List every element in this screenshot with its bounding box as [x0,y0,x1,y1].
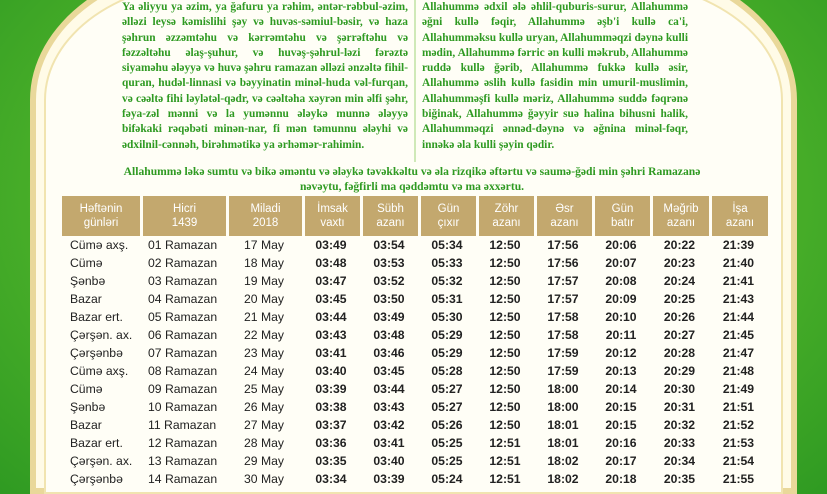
time-cell: 03:49 [315,238,347,252]
time-cell: 20:34 [663,454,696,468]
time-cell: 21:54 [722,454,755,468]
time-cell: 18:01 [547,418,579,432]
time-cell: 20:15 [605,418,637,432]
time-cell: 12:50 [489,364,521,378]
weekday-cell: Cümə [70,256,103,270]
hijri-date-cell: 06 Ramazan [148,328,218,342]
time-cell: 03:54 [373,238,405,252]
prayer-text-right: Allahummə ədxil ələ əhlil-quburis-surur, Allahummə əğni kullə fəqir, Allahummə əşb'i kullə ca'i, Allahumməksu kullə uryan, Allahumməqzi dəynə kulli mədin, Allahummə fərric ən kulli məkrub, Allahummə ruddə kullə ğərib, Allahummə fukkə kullə əsir, Allahummə əslih kullə fasidin min umuril-muslimin, Allahumməşfi kullə məriz, Allahummə suddə fəqrənə biğinak, Allahummə ğəyyir suə halina bihusni halik, Allahumməqzi ənnəd-dəynə və əğnina minəl-fəqr, innəkə əla kulli şəyin qədir. [422,1,688,151]
time-cell: 05:34 [431,238,463,252]
time-cell: 21:51 [722,400,755,414]
column-header [302,196,360,236]
time-cell: 20:35 [663,472,696,486]
column-header-line: Gün [437,203,460,215]
time-cell: 21:41 [722,274,755,288]
time-cell: 03:39 [373,472,405,486]
time-cell: 05:24 [431,472,463,486]
column-header-line: Həftənin [79,203,123,215]
gregorian-date-cell: 22 May [244,328,284,342]
hijri-date-cell: 11 Ramazan [148,418,217,432]
time-cell: 17:58 [547,310,579,324]
time-cell: 03:49 [373,310,405,324]
table-row [62,236,768,254]
time-cell: 12:50 [489,382,521,396]
column-header-line: Əsr [555,203,574,215]
time-cell: 05:27 [431,382,463,396]
gregorian-date-cell: 28 May [244,436,284,450]
time-cell: 20:28 [663,346,696,360]
time-cell: 21:40 [722,256,755,270]
weekday-cell: Çərşənbə [70,472,123,486]
hijri-date-cell: 01 Ramazan [148,238,218,252]
time-cell: 21:45 [722,328,755,342]
table-row [62,434,768,452]
column-header [360,196,418,236]
column-header-line: 1439 [171,217,198,229]
time-cell: 20:30 [663,382,696,396]
time-cell: 21:39 [722,238,755,252]
gregorian-date-cell: 18 May [244,256,284,270]
table-row [62,254,768,272]
time-cell: 21:47 [722,346,755,360]
time-cell: 03:53 [373,256,405,270]
column-header-line: Zöhr [494,203,519,215]
time-cell: 05:30 [431,310,463,324]
time-cell: 03:41 [315,346,347,360]
column-header-line: Hicri [173,203,196,215]
table-row [62,362,768,380]
weekday-cell: Cümə axş. [70,364,129,378]
column-header-line: İşa [732,203,748,215]
time-cell: 20:06 [605,238,637,252]
gregorian-date-cell: 26 May [244,400,284,414]
time-cell: 17:59 [547,346,579,360]
gregorian-date-cell: 24 May [244,364,284,378]
column-header-line: azanı [725,217,755,229]
column-header-line: Miladi [250,203,281,215]
time-cell: 20:22 [663,238,696,252]
gregorian-date-cell: 20 May [244,292,284,306]
time-cell: 03:40 [373,454,405,468]
time-cell: 20:29 [663,364,696,378]
time-cell: 21:49 [722,382,755,396]
time-cell: 20:16 [605,436,637,450]
time-cell: 03:36 [315,436,347,450]
time-cell: 20:14 [605,382,637,396]
column-header-line: azanı [666,217,696,229]
time-cell: 05:28 [431,364,463,378]
weekday-cell: Şənbə [70,400,106,414]
time-cell: 21:48 [722,364,755,378]
time-cell: 20:09 [605,292,637,306]
column-header-line: batır [610,217,634,229]
time-cell: 03:52 [373,274,405,288]
hijri-date-cell: 03 Ramazan [148,274,218,288]
column-header [534,196,592,236]
time-cell: 12:51 [489,436,521,450]
column-header [140,196,226,236]
time-cell: 03:35 [315,454,347,468]
timetable [62,196,768,488]
time-cell: 03:40 [315,364,347,378]
table-row [62,470,768,488]
time-cell: 03:41 [373,436,405,450]
time-cell: 20:11 [605,328,637,342]
time-cell: 21:43 [722,292,755,306]
gregorian-date-cell: 27 May [244,418,284,432]
time-cell: 20:15 [605,400,637,414]
table-row [62,452,768,470]
time-cell: 21:52 [722,418,755,432]
time-cell: 03:48 [315,256,347,270]
time-cell: 18:01 [547,436,579,450]
table-row [62,416,768,434]
time-cell: 03:45 [373,364,405,378]
time-cell: 03:34 [315,472,347,486]
column-header [418,196,476,236]
time-cell: 05:33 [431,256,463,270]
time-cell: 05:29 [431,328,463,342]
weekday-cell: Şənbə [70,274,106,288]
gregorian-date-cell: 29 May [244,454,284,468]
column-header-line: 2018 [252,217,279,229]
time-cell: 03:39 [315,382,347,396]
weekday-cell: Çərşənbə [70,346,123,360]
time-cell: 20:27 [663,328,696,342]
table-row [62,380,768,398]
time-cell: 21:55 [722,472,755,486]
hijri-date-cell: 02 Ramazan [148,256,218,270]
time-cell: 20:08 [605,274,637,288]
time-cell: 17:56 [547,238,579,252]
time-cell: 12:50 [489,310,521,324]
prayer-text-left: Ya əliyyu ya əzim, ya ğafuru ya rəhim, əntər-rəbbul-əzim, əlləzi leysə kəmislihi şəy və huvəs-səmiul-bəsir, və haza şəhrun əzzəmtəhu və kərrəmtəhu və şərrəftəhu və fəzzəltəhu əlaş-şuhur, və huvəş-şəhrul-ləzi fərəztə siyaməhu ələyyə və huvə şəhru ramazan əlləzi ənzəltə fihil-quran, hudəl-linnasi və bəyyinatin minəl-huda vəl-furqan, və cəəltə fihi ləylətəl-qədr, və cəəltəha xəyrən min əlfi şəhr, fəya-zəl mənni və la yumənnu ələykə munnə ələyyə bifəkaki rəqəbəti minən-nar, fi mən təmunnu ələyhi və ədxilnil-cənnəh, birəhmətikə ya ərhəmər-rahimin. [122,1,408,151]
column-header [226,196,302,236]
time-cell: 20:18 [605,472,637,486]
column-header [62,196,140,236]
time-cell: 05:25 [431,436,463,450]
column-header [709,196,768,236]
weekday-cell: Bazar [70,418,102,432]
time-cell: 03:44 [373,382,405,396]
time-cell: 20:33 [663,436,696,450]
column-header [592,196,650,236]
time-cell: 18:00 [547,382,579,396]
time-cell: 20:07 [605,256,637,270]
hijri-date-cell: 13 Ramazan [148,454,218,468]
time-cell: 12:50 [489,400,521,414]
time-cell: 17:57 [547,292,579,306]
table-row [62,272,768,290]
time-cell: 03:50 [373,292,405,306]
time-cell: 03:37 [315,418,347,432]
time-cell: 20:24 [663,274,696,288]
time-cell: 03:43 [373,400,405,414]
gregorian-date-cell: 19 May [244,274,284,288]
time-cell: 05:32 [431,274,463,288]
gregorian-date-cell: 17 May [244,238,284,252]
time-cell: 17:56 [547,256,579,270]
column-header-line: azanı [492,217,521,229]
column-header-line: Sübh [377,203,404,215]
hijri-date-cell: 07 Ramazan [148,346,218,360]
time-cell: 05:27 [431,400,463,414]
weekday-cell: Bazar ert. [70,310,123,324]
time-cell: 20:23 [663,256,696,270]
time-cell: 12:50 [489,256,521,270]
time-cell: 17:57 [547,274,579,288]
table-row [62,308,768,326]
time-cell: 21:44 [722,310,755,324]
time-cell: 20:25 [663,292,696,306]
time-cell: 21:53 [722,436,755,450]
column-header-line: vaxtı [320,217,345,229]
time-cell: 17:59 [547,364,579,378]
table-body [62,236,768,488]
hijri-date-cell: 10 Ramazan [148,400,218,414]
table-row [62,398,768,416]
column-header-line: azanı [376,217,405,229]
gregorian-date-cell: 21 May [244,310,284,324]
time-cell: 18:00 [547,400,579,414]
time-cell: 12:50 [489,346,521,360]
time-cell: 03:38 [315,400,347,414]
column-header-line: İmsak [317,203,348,215]
time-cell: 12:51 [489,472,521,486]
closing-prayer: Allahummə ləkə sumtu və bikə əməntu və ələykə təvəkkəltu və əla rizqikə əftərtu və saumə-ğədi min şəhri Ramazanə nəvəytu, fəğfirli ma qəddəmtu və ma əxxərtu. [123,165,701,193]
time-cell: 17:58 [547,328,579,342]
time-cell: 03:43 [315,328,347,342]
time-cell: 20:26 [663,310,696,324]
weekday-cell: Bazar [70,292,102,306]
column-header-line: günləri [83,217,119,229]
time-cell: 12:50 [489,292,521,306]
table-row [62,290,768,308]
hijri-date-cell: 08 Ramazan [148,364,218,378]
weekday-cell: Cümə [70,382,103,396]
time-cell: 20:10 [605,310,637,324]
time-cell: 03:46 [373,346,405,360]
time-cell: 12:51 [489,454,521,468]
time-cell: 20:12 [605,346,637,360]
time-cell: 18:02 [547,472,579,486]
weekday-cell: Cümə axş. [70,238,129,252]
time-cell: 20:17 [605,454,637,468]
weekday-cell: Bazar ert. [70,436,123,450]
hijri-date-cell: 04 Ramazan [148,292,218,306]
table-header-row [62,196,768,236]
time-cell: 12:50 [489,238,521,252]
column-divider [414,0,416,162]
time-cell: 03:47 [315,274,347,288]
column-header-line: çıxır [437,217,460,229]
time-cell: 12:50 [489,274,521,288]
column-header-line: Məğrib [663,203,699,215]
time-cell: 03:48 [373,328,405,342]
time-cell: 05:29 [431,346,463,360]
time-cell: 12:50 [489,418,521,432]
time-cell: 20:13 [605,364,637,378]
column-header [650,196,709,236]
gregorian-date-cell: 25 May [244,382,284,396]
gregorian-date-cell: 30 May [244,472,284,486]
time-cell: 03:45 [315,292,347,306]
ramadan-timetable [62,196,768,488]
time-cell: 12:50 [489,328,521,342]
hijri-date-cell: 12 Ramazan [148,436,218,450]
time-cell: 20:32 [663,418,696,432]
hijri-date-cell: 14 Ramazan [148,472,218,486]
column-header-line: azanı [550,217,579,229]
time-cell: 05:26 [431,418,463,432]
time-cell: 18:02 [547,454,579,468]
column-header [476,196,534,236]
time-cell: 05:31 [431,292,463,306]
time-cell: 05:25 [431,454,463,468]
gregorian-date-cell: 23 May [244,346,284,360]
time-cell: 20:31 [663,400,696,414]
weekday-cell: Çərşən. ax. [70,454,133,468]
weekday-cell: Çərşən. ax. [70,328,133,342]
hijri-date-cell: 09 Ramazan [148,382,218,396]
hijri-date-cell: 05 Ramazan [148,310,218,324]
table-row [62,344,768,362]
column-header-line: Gün [611,203,634,215]
table-row [62,326,768,344]
time-cell: 03:44 [315,310,347,324]
time-cell: 03:42 [373,418,405,432]
